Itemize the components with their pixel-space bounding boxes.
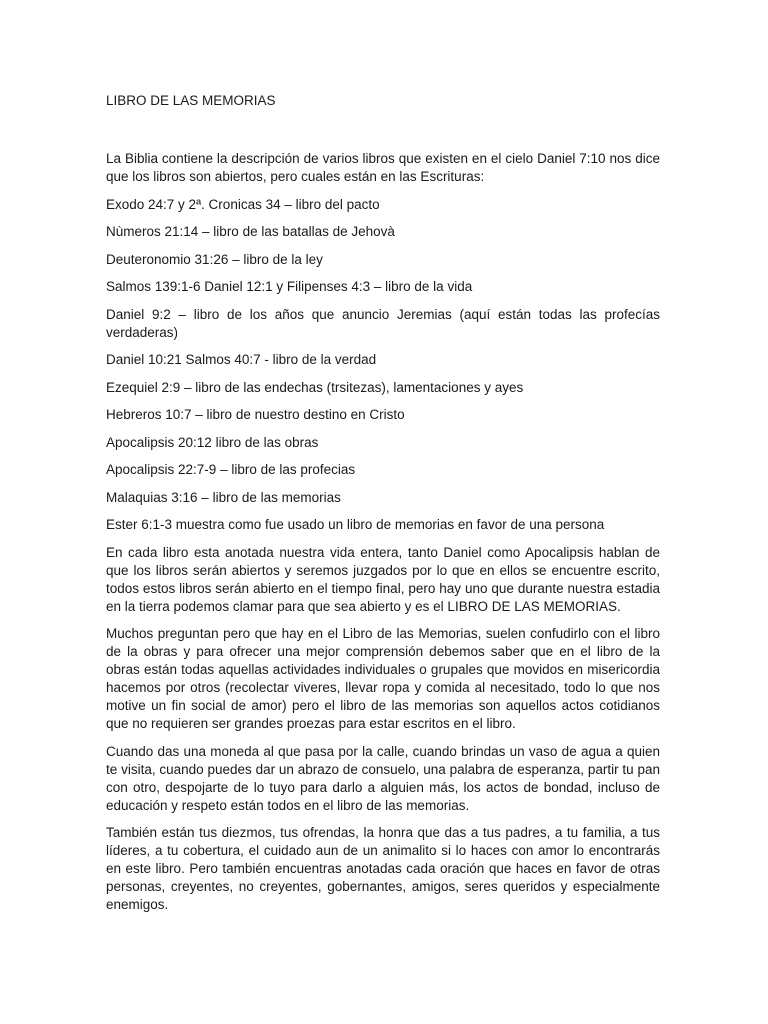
paragraph-ester: Ester 6:1-3 muestra como fue usado un libro de memorias en favor de una persona (106, 517, 605, 532)
paragraph-reference: Apocalipsis 20:12 libro de las obras (106, 434, 319, 450)
document-page (106, 92, 660, 924)
paragraph-reference: Salmos 139:1-6 Daniel 12:1 y Filipenses 4:3 – libro de la vida (106, 279, 473, 294)
paragraph-reference: Exodo 24:7 y 2ª. Cronicas 34 – libro del pacto (106, 196, 380, 212)
paragraph-body: En cada libro esta anotada nuestra vida entera, tanto Daniel como Apocalipsis hablan de que los libros serán abiertos y seremos juzgados por lo que en ellos se encuentre escrito, todos estos libros serán abierto en el tiempo final, pero hay uno que durante nuestra estadia en la tierra podemos clamar para que sea abierto y es el LIBRO DE LAS MEMORIAS. (106, 544, 660, 614)
paragraph-reference: Malaquias 3:16 – libro de las memorias (106, 489, 341, 505)
paragraph-body: Cuando das una moneda al que pasa por la calle, cuando brindas un vaso de agua a quien te visita, cuando puedes dar un abrazo de consuelo, una palabra de esperanza, partir tu pan con otro, despojarte de lo tuyo para darlo a alguien más, los actos de bondad, incluso de educación y respeto están todos en el libro de las memorias. (106, 743, 660, 813)
paragraph-body: También están tus diezmos, tus ofrendas, la honra que das a tus padres, a tu familia, a tus líderes, a tu cobertura, el cuidado aun de un animalito si lo haces con amor lo encontrarás en este libro. Pero también encuentras anotadas cada oración que haces en favor de otras personas, creyentes, no creyentes, gobernantes, amigos, seres queridos y especialmente enemigos. (106, 825, 660, 912)
paragraph-reference: Daniel 9:2 – libro de los años que anuncio Jeremias (aquí están todas las profecías verdaderas) (106, 306, 660, 340)
document-title: LIBRO DE LAS MEMORIAS (106, 93, 276, 108)
paragraph-reference: Ezequiel 2:9 – libro de las endechas (trsitezas), lamentaciones y ayes (106, 379, 524, 395)
paragraph-reference: Deuteronomio 31:26 – libro de la ley (106, 251, 323, 267)
paragraph-reference: Apocalipsis 22:7-9 – libro de las profecias (106, 462, 356, 477)
paragraph-reference: Daniel 10:21 Salmos 40:7 - libro de la verdad (106, 352, 377, 367)
paragraph-body: Muchos preguntan pero que hay en el Libro de las Memorias, suelen confudirlo con el libro de la obras y para ofrecer una mejor comprensión debemos saber que en el libro de la obras están todas aquellas actividades individuales o grupales que movidos en misericordia hacemos por otros (recolectar viveres, llevar ropa y comida al necesitado, todo lo que nos motive un fin social de amor) pero el libro de las memorias son aquellos actos cotidianos que no requieren ser grandes proezas para estar escritos en el libro. (106, 626, 660, 731)
paragraph-reference: Hebreros 10:7 – libro de nuestro destino en Cristo (106, 407, 405, 422)
paragraph-reference: Nùmeros 21:14 – libro de las batallas de Jehovà (106, 224, 395, 239)
paragraph-intro: La Biblia contiene la descripción de varios libros que existen en el cielo Daniel 7:10 nos dice que los libros son abiertos, pero cuales están en las Escrituras: (106, 151, 660, 184)
